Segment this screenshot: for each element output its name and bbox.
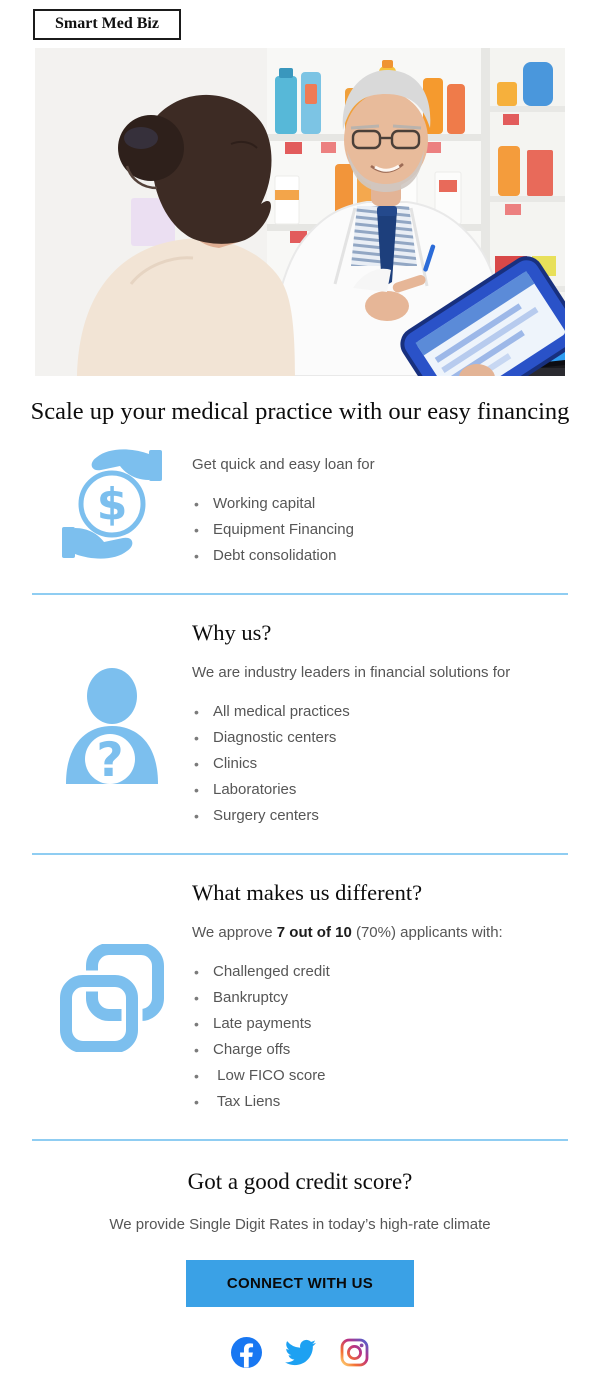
facebook-link[interactable] xyxy=(231,1337,262,1368)
section-intro: Get quick and easy loan for xyxy=(192,456,375,474)
bullet-item: • Bankruptcy xyxy=(192,985,568,1011)
overlapping-squares-icon xyxy=(60,944,164,1052)
bullet-item: • Challenged credit xyxy=(192,959,568,985)
bullet-item: • Late payments xyxy=(192,1011,568,1037)
intro-suffix: (70%) applicants with: xyxy=(351,924,503,942)
bullet-list xyxy=(192,699,568,829)
bullet-list xyxy=(192,491,568,569)
bullet-item: • Debt consolidation xyxy=(192,543,568,569)
hands-dollar-icon xyxy=(60,449,164,559)
bullet-item: • Low FICO score xyxy=(192,1063,568,1089)
page-title: Scale up your medical practice with our easy financing xyxy=(30,398,570,425)
section-divider xyxy=(32,1139,568,1141)
instagram-icon xyxy=(339,1337,370,1368)
dollar-sign: $ xyxy=(96,479,128,531)
section-intro: We are industry leaders in financial solutions for xyxy=(192,664,511,682)
bullet-item: • Surgery centers xyxy=(192,803,568,829)
bullet-list xyxy=(192,959,568,1115)
intro-prefix: We approve xyxy=(192,924,277,942)
hero-image xyxy=(35,48,565,376)
twitter-link[interactable] xyxy=(285,1337,316,1368)
intro-bold: 7 out of 10 xyxy=(276,924,352,942)
footer-heading: Got a good credit score? xyxy=(187,1169,413,1195)
twitter-icon xyxy=(285,1337,316,1368)
instagram-link[interactable] xyxy=(339,1337,370,1368)
bullet-item: • All medical practices xyxy=(192,699,568,725)
section-easy-loan xyxy=(0,449,600,569)
footer-subtext: We provide Single Digit Rates in today’s high-rate climate xyxy=(109,1216,491,1234)
section-divider xyxy=(32,853,568,855)
bullet-item: • Diagnostic centers xyxy=(192,725,568,751)
question-mark: ? xyxy=(96,732,124,784)
section-different xyxy=(0,880,600,1115)
section-divider xyxy=(32,593,568,595)
section-intro xyxy=(192,923,568,943)
connect-with-us-button[interactable]: CONNECT WITH US xyxy=(186,1260,414,1307)
bullet-item: • Working capital xyxy=(192,491,568,517)
bullet-item: • Equipment Financing xyxy=(192,517,568,543)
brand-logo: Smart Med Biz xyxy=(33,9,181,40)
person-question-icon xyxy=(64,666,160,784)
section-why-us xyxy=(0,620,600,829)
bullet-item: • Tax Liens xyxy=(192,1089,568,1115)
bullet-item: • Laboratories xyxy=(192,777,568,803)
section-heading: What makes us different? xyxy=(192,880,423,906)
bullet-item: • Clinics xyxy=(192,751,568,777)
section-heading: Why us? xyxy=(192,620,272,646)
facebook-icon xyxy=(231,1337,262,1368)
bullet-item: • Charge offs xyxy=(192,1037,568,1063)
